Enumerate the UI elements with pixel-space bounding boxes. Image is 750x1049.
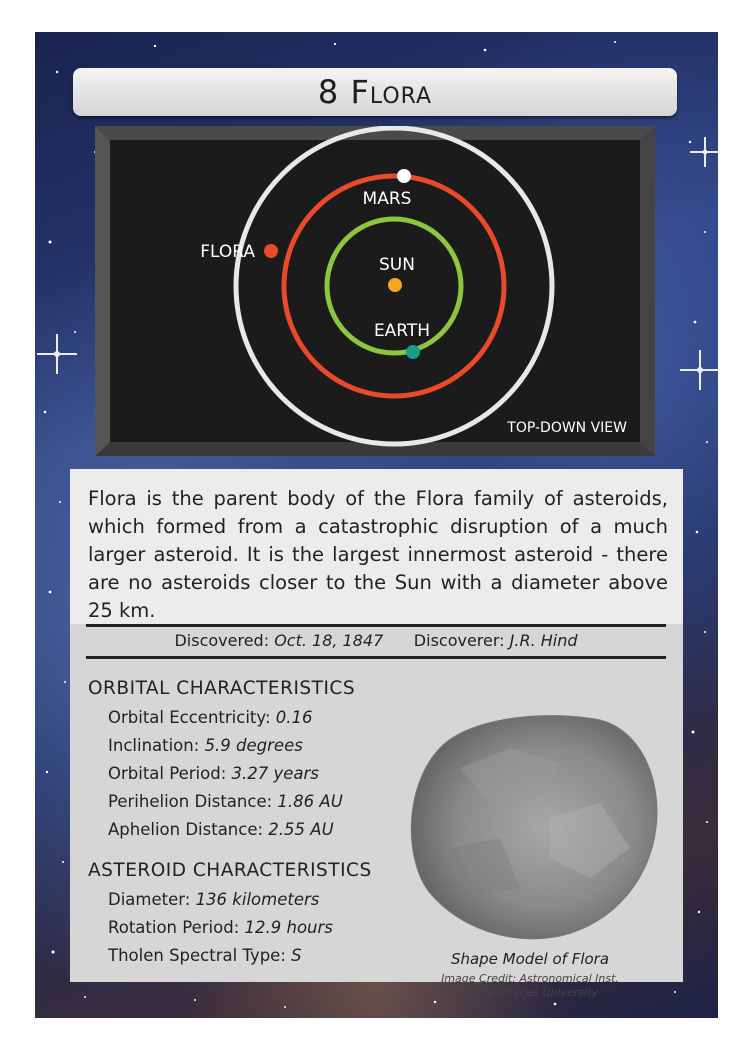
discovered-label: Discovered: xyxy=(174,631,270,650)
asteroid-label: Rotation Period: xyxy=(108,918,240,937)
discoverer-label: Discoverer: xyxy=(413,631,505,650)
orbital-row xyxy=(108,708,313,727)
view-label: TOP-DOWN VIEW xyxy=(507,420,627,436)
image-credit xyxy=(410,972,650,1000)
orbital-label: Inclination: xyxy=(108,736,200,755)
discovered-value: Oct. 18, 1847 xyxy=(274,631,384,650)
flora-label: FLORA xyxy=(200,242,255,262)
orbital-value: 2.55 AU xyxy=(268,820,334,839)
orbital-value: 0.16 xyxy=(275,708,313,727)
divider-bottom xyxy=(86,656,666,659)
flora-marker xyxy=(264,244,278,258)
orbital-row xyxy=(108,792,343,811)
orbital-label: Perihelion Distance: xyxy=(108,792,273,811)
asteroid-row xyxy=(108,946,302,965)
asteroid-value: 12.9 hours xyxy=(244,918,333,937)
mars-marker xyxy=(397,169,411,183)
orbital-value: 5.9 degrees xyxy=(204,736,303,755)
asteroid-label: Tholen Spectral Type: xyxy=(108,946,286,965)
page-title: 8 Flora xyxy=(317,73,433,111)
orbital-label: Aphelion Distance: xyxy=(108,820,264,839)
orbital-row xyxy=(108,764,319,783)
orbital-row xyxy=(108,736,303,755)
discovery-row xyxy=(86,631,666,650)
title-banner xyxy=(73,68,677,116)
earth-label: EARTH xyxy=(373,321,431,341)
orbit-diagram xyxy=(95,126,655,456)
asteroid-row xyxy=(108,918,333,937)
description-panel xyxy=(70,469,683,624)
info-panel xyxy=(70,624,683,999)
orbit-diagram-svg xyxy=(95,126,655,456)
asteroid-card xyxy=(35,32,718,1018)
asteroid-row xyxy=(108,890,319,909)
asteroid-value: S xyxy=(291,946,302,965)
asteroid-shape-image xyxy=(400,708,662,943)
asteroid-label: Diameter: xyxy=(108,890,191,909)
orbital-value: 1.86 AU xyxy=(277,792,343,811)
image-caption: Shape Model of Flora xyxy=(450,950,610,968)
orbital-heading: ORBITAL CHARACTERISTICS xyxy=(88,678,356,699)
orbital-label: Orbital Eccentricity: xyxy=(108,708,271,727)
sun-label: SUN xyxy=(379,255,415,275)
asteroid-value: 136 kilometers xyxy=(195,890,320,909)
orbital-value: 3.27 years xyxy=(231,764,319,783)
divider-top xyxy=(86,624,666,627)
asteroid-heading: ASTEROID CHARACTERISTICS xyxy=(88,860,372,881)
orbital-row xyxy=(108,820,334,839)
description-text: Flora is the parent body of the Flora family of asteroids, which formed from a catastrophic disruption of a much larger asteroid. It is the largest innermost asteroid - there are no asteroids closer to the Sun with a diameter above 25 km. xyxy=(88,487,668,622)
credit-line: of the Charles University xyxy=(461,986,599,999)
earth-marker xyxy=(406,345,420,359)
sun-marker xyxy=(388,278,402,292)
discoverer-value: J.R. Hind xyxy=(509,631,578,650)
orbital-label: Orbital Period: xyxy=(108,764,227,783)
credit-line: Image Credit: Astronomical Inst. xyxy=(441,972,619,985)
mars-label: MARS xyxy=(362,189,412,209)
